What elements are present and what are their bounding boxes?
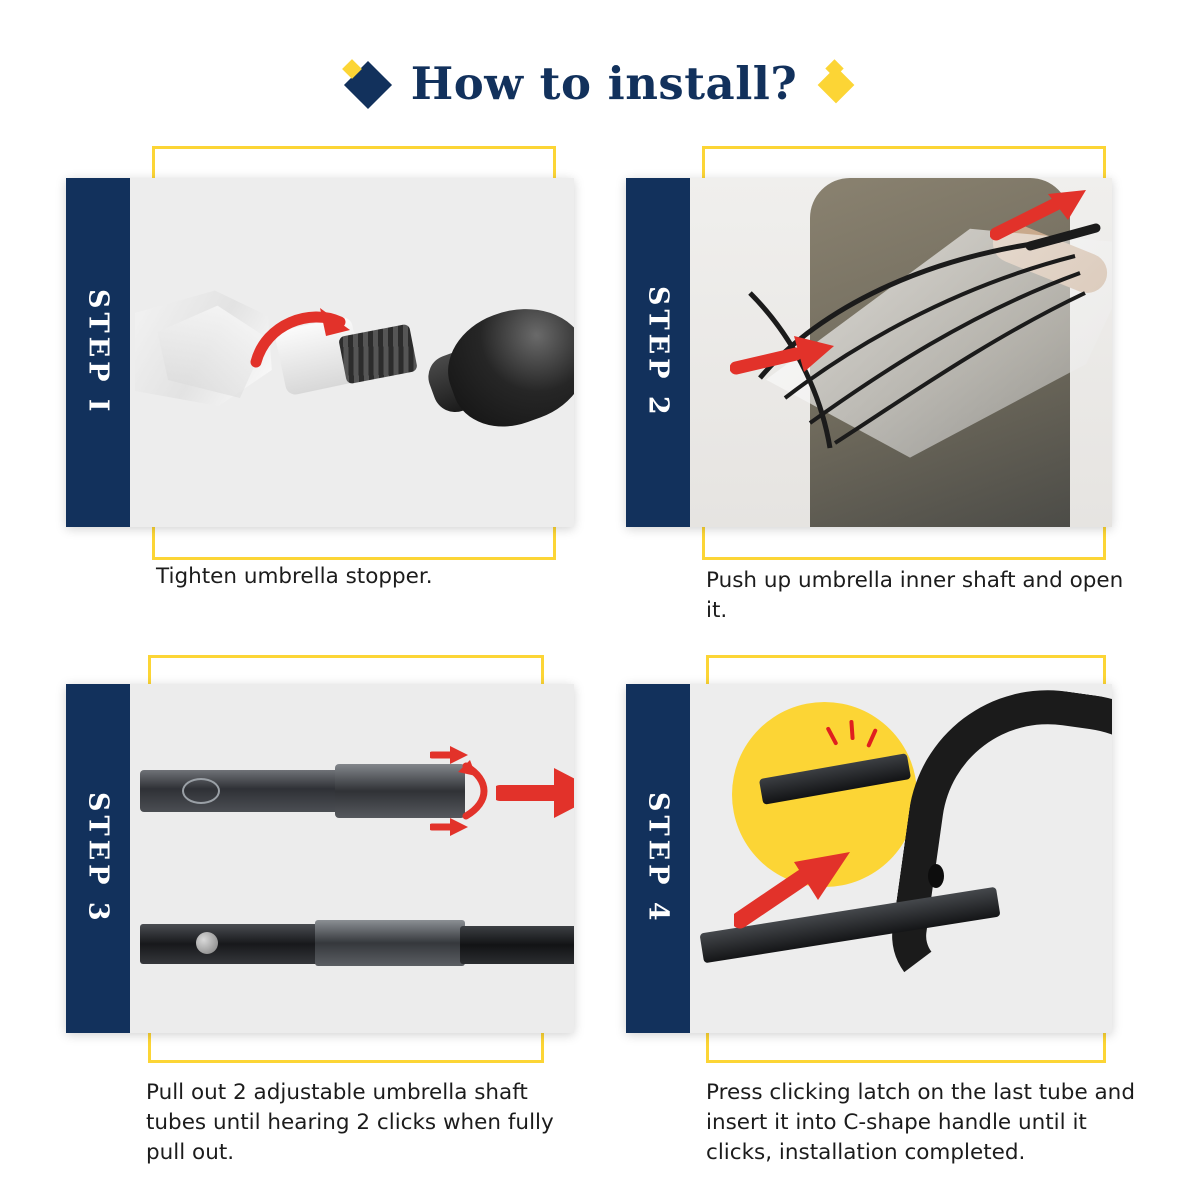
step-3-photo bbox=[130, 684, 574, 1033]
step-3-card bbox=[66, 684, 574, 1033]
step-1-label: STEP I bbox=[82, 289, 114, 416]
step-2-caption: Push up umbrella inner shaft and open it. bbox=[706, 568, 1124, 623]
step-3-label: STEP 3 bbox=[82, 792, 114, 925]
step-2-label-bar bbox=[626, 178, 690, 527]
step-1-photo bbox=[130, 178, 574, 527]
step-4-label: STEP 4 bbox=[642, 792, 674, 925]
tube-screw-shape bbox=[196, 932, 218, 954]
shaft-tube-lower-left-shape bbox=[140, 924, 320, 964]
step-4-photo bbox=[690, 684, 1112, 1033]
photo-background bbox=[130, 684, 574, 1033]
shaft-tube-lower-right-shape bbox=[460, 926, 574, 964]
step-4-label-bar bbox=[626, 684, 690, 1033]
page-title-row bbox=[0, 48, 1200, 118]
rotation-arrow-icon bbox=[248, 306, 358, 376]
step-2-photo bbox=[690, 178, 1112, 527]
step-1-label-bar bbox=[66, 178, 130, 527]
step-1-caption: Tighten umbrella stopper. bbox=[156, 564, 433, 589]
step-2-label: STEP 2 bbox=[642, 286, 674, 419]
shaft-tube-upper-left-shape bbox=[140, 770, 340, 812]
page-title: How to install? bbox=[410, 56, 798, 110]
tube-button-hole-shape bbox=[182, 778, 220, 804]
stopper-cap-shape bbox=[433, 289, 574, 442]
step-1-card bbox=[66, 178, 574, 527]
pull-out-arrow-icon bbox=[496, 766, 574, 820]
step-2-card bbox=[626, 178, 1112, 527]
step-4-card bbox=[626, 684, 1112, 1033]
step-3-label-bar bbox=[66, 684, 130, 1033]
shaft-tube-upper-right-shape bbox=[335, 764, 465, 818]
open-direction-arrow-icon bbox=[730, 328, 840, 388]
shaft-tube-lower-middle-shape bbox=[315, 920, 465, 966]
push-up-arrow-icon bbox=[990, 184, 1090, 244]
step-3-caption: Pull out 2 adjustable umbrella shaft tubes until hearing 2 clicks when fully pull out. bbox=[146, 1080, 554, 1165]
latch-hole-shape bbox=[928, 864, 944, 888]
step-4-caption: Press clicking latch on the last tube and insert it into C-shape handle until it clicks, installation completed. bbox=[706, 1080, 1135, 1165]
insert-direction-arrow-icon bbox=[734, 846, 854, 932]
